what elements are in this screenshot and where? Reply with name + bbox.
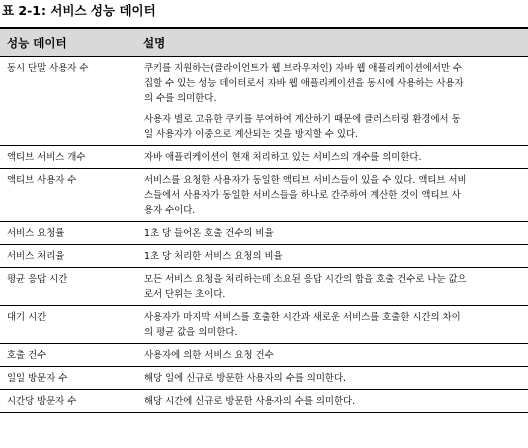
metric-description-cell xyxy=(133,268,528,306)
metric-name-cell: 서비스 처리율 xyxy=(0,245,133,268)
description-line: 용자 수이다. xyxy=(144,205,196,216)
table-row xyxy=(0,268,528,306)
description-line: 1초 당 들어온 호출 건수의 비율 xyxy=(144,228,274,239)
metric-name-cell: 대기 시간 xyxy=(0,306,133,344)
table-row xyxy=(0,306,528,344)
metric-name-cell: 시간당 방문자 수 xyxy=(0,390,133,413)
performance-data-table xyxy=(0,29,528,413)
table-row xyxy=(0,222,528,245)
table-row xyxy=(0,367,528,390)
description-line: 1초 당 처리한 서비스 요청의 비율 xyxy=(144,251,283,262)
description-paragraph xyxy=(144,112,526,142)
metric-description-cell xyxy=(133,367,528,390)
description-paragraph xyxy=(144,61,526,106)
table-row xyxy=(0,57,528,146)
description-line: 의 평균 값을 의미한다. xyxy=(144,327,238,338)
description-line: 로서 단위는 초이다. xyxy=(144,289,226,300)
description-line: 의 수를 의미한다. xyxy=(144,93,217,104)
description-paragraph xyxy=(144,173,526,218)
description-paragraph xyxy=(144,348,526,363)
description-paragraph xyxy=(144,394,526,409)
description-line: 해당 시간에 신규로 방문한 사용자의 수를 의미한다. xyxy=(144,396,356,407)
table-row xyxy=(0,390,528,413)
header-description: 설명 xyxy=(133,29,528,57)
description-paragraph xyxy=(144,310,526,340)
description-line: 해당 일에 신규로 방문한 사용자의 수를 의미한다. xyxy=(144,373,346,384)
metric-description-cell xyxy=(133,390,528,413)
table-header-row xyxy=(0,29,528,57)
metric-description-cell xyxy=(133,169,528,222)
metric-name-cell: 동시 단말 사용자 수 xyxy=(0,57,133,146)
table-body xyxy=(0,57,528,413)
metric-name-cell: 일일 방문자 수 xyxy=(0,367,133,390)
metric-description-cell xyxy=(133,57,528,146)
description-line: 사용자에 의한 서비스 요청 건수 xyxy=(144,350,274,361)
header-performance-data: 성능 데이터 xyxy=(0,29,133,57)
table-caption: 표 2-1: 서비스 성능 데이터 xyxy=(2,3,156,18)
description-line: 집할 수 있는 성능 데이터로서 자바 웹 애플리케이션을 동시에 사용하는 사용자 xyxy=(144,78,464,89)
metric-description-cell xyxy=(133,245,528,268)
metric-name-cell: 액티브 사용자 수 xyxy=(0,169,133,222)
metric-name-cell: 액티브 서비스 개수 xyxy=(0,146,133,169)
metric-name-cell: 호출 건수 xyxy=(0,344,133,367)
description-line: 사용자 별로 고유한 쿠키를 부여하여 계산하기 때문에 클러스터링 환경에서 동 xyxy=(144,114,461,125)
description-line: 쿠키를 지원하는(클라이언트가 웹 브라우저인) 자바 웹 애플리케이션에서만 수 xyxy=(144,63,462,74)
table-row xyxy=(0,169,528,222)
description-line: 스들에서 사용자가 동일한 서비스들을 하나로 간주하여 계산한 것이 액티브 사 xyxy=(144,190,461,201)
metric-name-cell: 평균 응답 시간 xyxy=(0,268,133,306)
description-line: 일 사용자가 이중으로 계산되는 것을 방지할 수 있다. xyxy=(144,129,359,140)
description-line: 자바 애플리케이션이 현재 처리하고 있는 서비스의 개수를 의미한다. xyxy=(144,152,422,163)
description-line: 사용자가 마지막 서비스를 호출한 시간과 새로운 서비스를 호출한 시간의 차이 xyxy=(144,312,461,323)
metric-description-cell xyxy=(133,306,528,344)
metric-name-cell: 서비스 요청률 xyxy=(0,222,133,245)
description-line: 모든 서비스 요청을 처리하는데 소요된 응답 시간의 합을 호출 건수로 나눈 값으 xyxy=(144,274,467,285)
description-line: 서비스를 요청한 사용자가 동일한 액티브 서비스들이 있을 수 있다. 액티브 서비 xyxy=(144,175,467,186)
table-row xyxy=(0,344,528,367)
metric-description-cell xyxy=(133,344,528,367)
description-paragraph xyxy=(144,150,526,165)
table-row xyxy=(0,146,528,169)
metric-description-cell xyxy=(133,222,528,245)
table-row xyxy=(0,245,528,268)
description-paragraph xyxy=(144,371,526,386)
description-paragraph xyxy=(144,226,526,241)
metric-description-cell xyxy=(133,146,528,169)
description-paragraph xyxy=(144,249,526,264)
description-paragraph xyxy=(144,272,526,302)
